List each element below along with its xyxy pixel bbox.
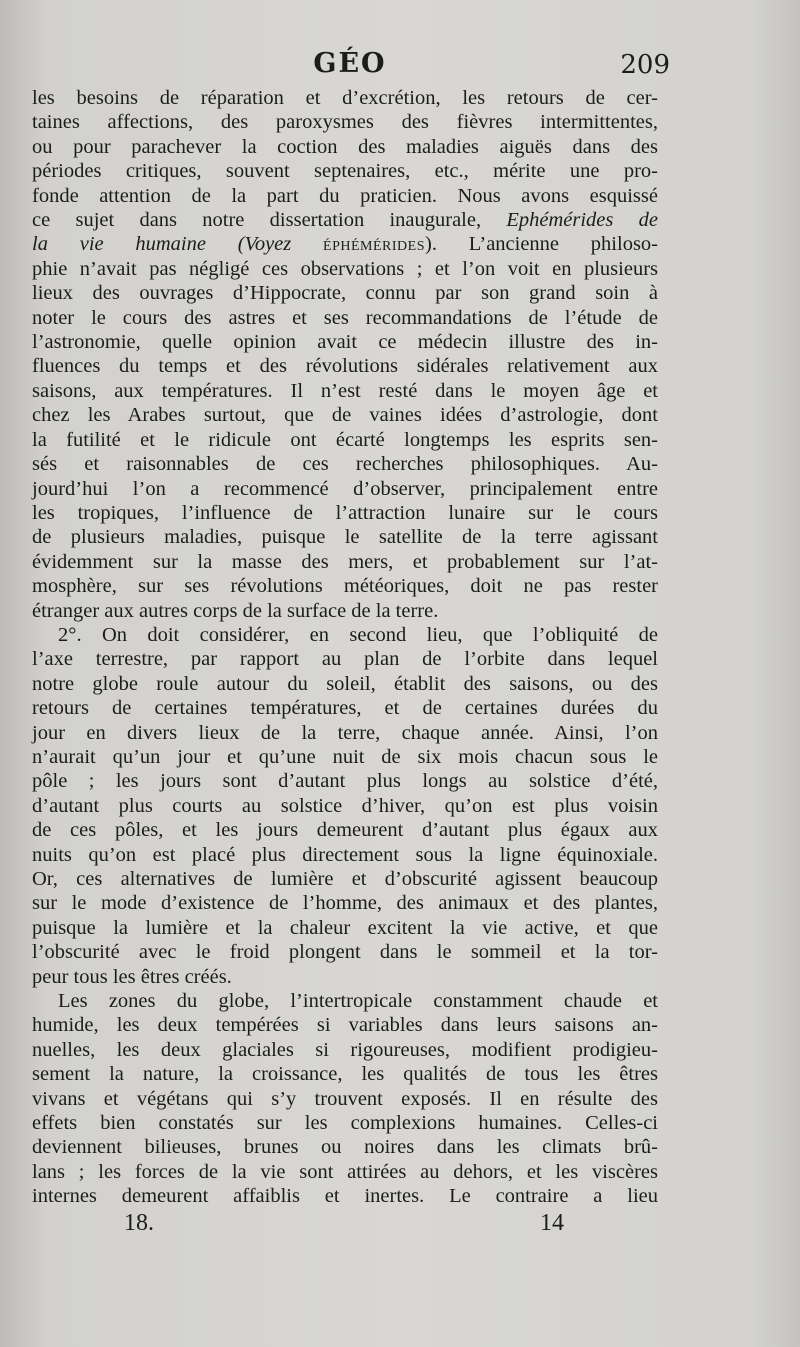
text-line: sement la nature, la croissance, les qualités de tous les êtres bbox=[32, 1063, 658, 1086]
text-line: humide, les deux tempérées si variables dans leurs saisons an- bbox=[32, 1014, 658, 1037]
text-line: n’aurait qu’un jour et qu’une nuit de six mois chacun sous le bbox=[32, 745, 658, 768]
text-line: nuits qu’on est placé plus directement sous la ligne équinoxiale. bbox=[32, 843, 658, 866]
text-line: mosphère, sur ses révolutions météoriques, doit ne pas rester bbox=[32, 575, 658, 598]
paragraph-1 bbox=[32, 86, 658, 623]
text-line: noter le cours des astres et ses recommandations de l’étude de bbox=[32, 306, 658, 329]
quire-number: 14 bbox=[540, 1210, 564, 1236]
text-line: saisons, aux températures. Il n’est resté dans le moyen âge et bbox=[32, 379, 658, 402]
running-head: GÉO bbox=[313, 48, 387, 79]
body-text bbox=[32, 86, 658, 1209]
text-fragment: ce sujet dans notre dissertation inaugurale, bbox=[32, 209, 507, 232]
text-line: les tropiques, l’influence de l’attraction lunaire sur le cours bbox=[32, 501, 658, 524]
text-line: de plusieurs maladies, puisque le satellite de la terre agissant bbox=[32, 526, 658, 549]
text-fragment: ). L’ancienne philoso- bbox=[425, 233, 658, 256]
italic-title: Ephémérides de bbox=[506, 209, 658, 232]
text-line: effets bien constatés sur les complexions humaines. Celles-ci bbox=[32, 1112, 658, 1135]
text-line: notre globe roule autour du soleil, établit des saisons, ou des bbox=[32, 672, 658, 695]
text-line: ou pour parachever la coction des maladies aiguës dans des bbox=[32, 135, 658, 158]
text-line: lans ; les forces de la vie sont attirées au dehors, et les viscères bbox=[32, 1160, 658, 1183]
text-line: jourd’hui l’on a recommencé d’observer, principalement entre bbox=[32, 477, 658, 500]
paragraph-3 bbox=[32, 989, 658, 1209]
text-line: la futilité et le ridicule ont écarté longtemps les esprits sen- bbox=[32, 428, 658, 451]
text-fragment: la vie humaine ( bbox=[32, 233, 245, 256]
text-line: Or, ces alternatives de lumière et d’obscurité agissent beaucoup bbox=[32, 868, 658, 890]
text-line: fluences du temps et des révolutions sidérales relativement aux bbox=[32, 355, 658, 378]
text-line: internes demeurent affaiblis et inertes. Le contraire a lieu bbox=[32, 1185, 658, 1208]
cross-reference-verb: Voyez bbox=[244, 233, 292, 256]
text-line: chez les Arabes surtout, que de vaines idées d’astrologie, dont bbox=[32, 404, 658, 427]
text-line: vivans et végétans qui s’y trouvent exposés. Il en résulte des bbox=[32, 1087, 658, 1110]
cross-reference-entry: éphémérides bbox=[323, 233, 425, 256]
text-line: d’autant plus courts au solstice d’hiver, qu’on est plus voisin bbox=[32, 794, 658, 817]
text-line: l’astronomie, quelle opinion avait ce médecin illustre des in- bbox=[32, 331, 658, 354]
text-line: nuelles, les deux glaciales si rigoureuses, modifient prodigieu- bbox=[32, 1038, 658, 1061]
page-number: 209 bbox=[620, 50, 670, 80]
text-line bbox=[32, 232, 658, 256]
text-line: périodes critiques, souvent septenaires, etc., mérite une pro- bbox=[32, 160, 658, 183]
page-footer bbox=[32, 1210, 668, 1244]
text-line: l’axe terrestre, par rapport au plan de l’orbite dans lequel bbox=[32, 648, 658, 671]
text-line: peur tous les êtres créés. bbox=[32, 965, 232, 988]
text-line: les besoins de réparation et d’excrétion, les retours de cer- bbox=[32, 87, 658, 109]
text-line: puisque la lumière et la chaleur excitent la vie active, et que bbox=[32, 916, 658, 939]
text-line: Les zones du globe, l’intertropicale constamment chaude et bbox=[58, 990, 658, 1013]
text-line: sés et raisonnables de ces recherches philosophiques. Au- bbox=[32, 453, 658, 476]
text-line: évidemment sur la masse des mers, et probablement sur l’at- bbox=[32, 550, 658, 573]
text-line: de ces pôles, et les jours demeurent d’autant plus égaux aux bbox=[32, 819, 658, 842]
text-line: pôle ; les jours sont d’autant plus longs au solstice d’été, bbox=[32, 770, 658, 793]
text-line: phie n’avait pas négligé ces observations ; et l’on voit en plusieurs bbox=[32, 257, 658, 280]
text-line: retours de certaines températures, et de certaines durées du bbox=[32, 697, 658, 720]
text-line: 2°. On doit considérer, en second lieu, que l’obliquité de bbox=[58, 623, 658, 646]
text-line: étranger aux autres corps de la surface de la terre. bbox=[32, 599, 439, 622]
text-line: jour en divers lieux de la terre, chaque année. Ainsi, l’on bbox=[32, 721, 658, 744]
signature-mark: 18. bbox=[124, 1210, 154, 1236]
page-header bbox=[32, 48, 668, 84]
text-line: sur le mode d’existence de l’homme, des animaux et des plantes, bbox=[32, 892, 658, 915]
text-line: taines affections, des paroxysmes des fièvres intermittentes, bbox=[32, 111, 658, 134]
text-line: lieux des ouvrages d’Hippocrate, connu par son grand soin à bbox=[32, 282, 658, 305]
paragraph-2 bbox=[32, 623, 658, 989]
text-line: l’obscurité avec le froid plongent dans le sommeil et la tor- bbox=[32, 941, 658, 964]
text-line bbox=[32, 208, 658, 232]
text-line: fonde attention de la part du praticien. Nous avons esquissé bbox=[32, 184, 658, 207]
text-line: deviennent bilieuses, brunes ou noires dans les climats brû- bbox=[32, 1136, 658, 1159]
